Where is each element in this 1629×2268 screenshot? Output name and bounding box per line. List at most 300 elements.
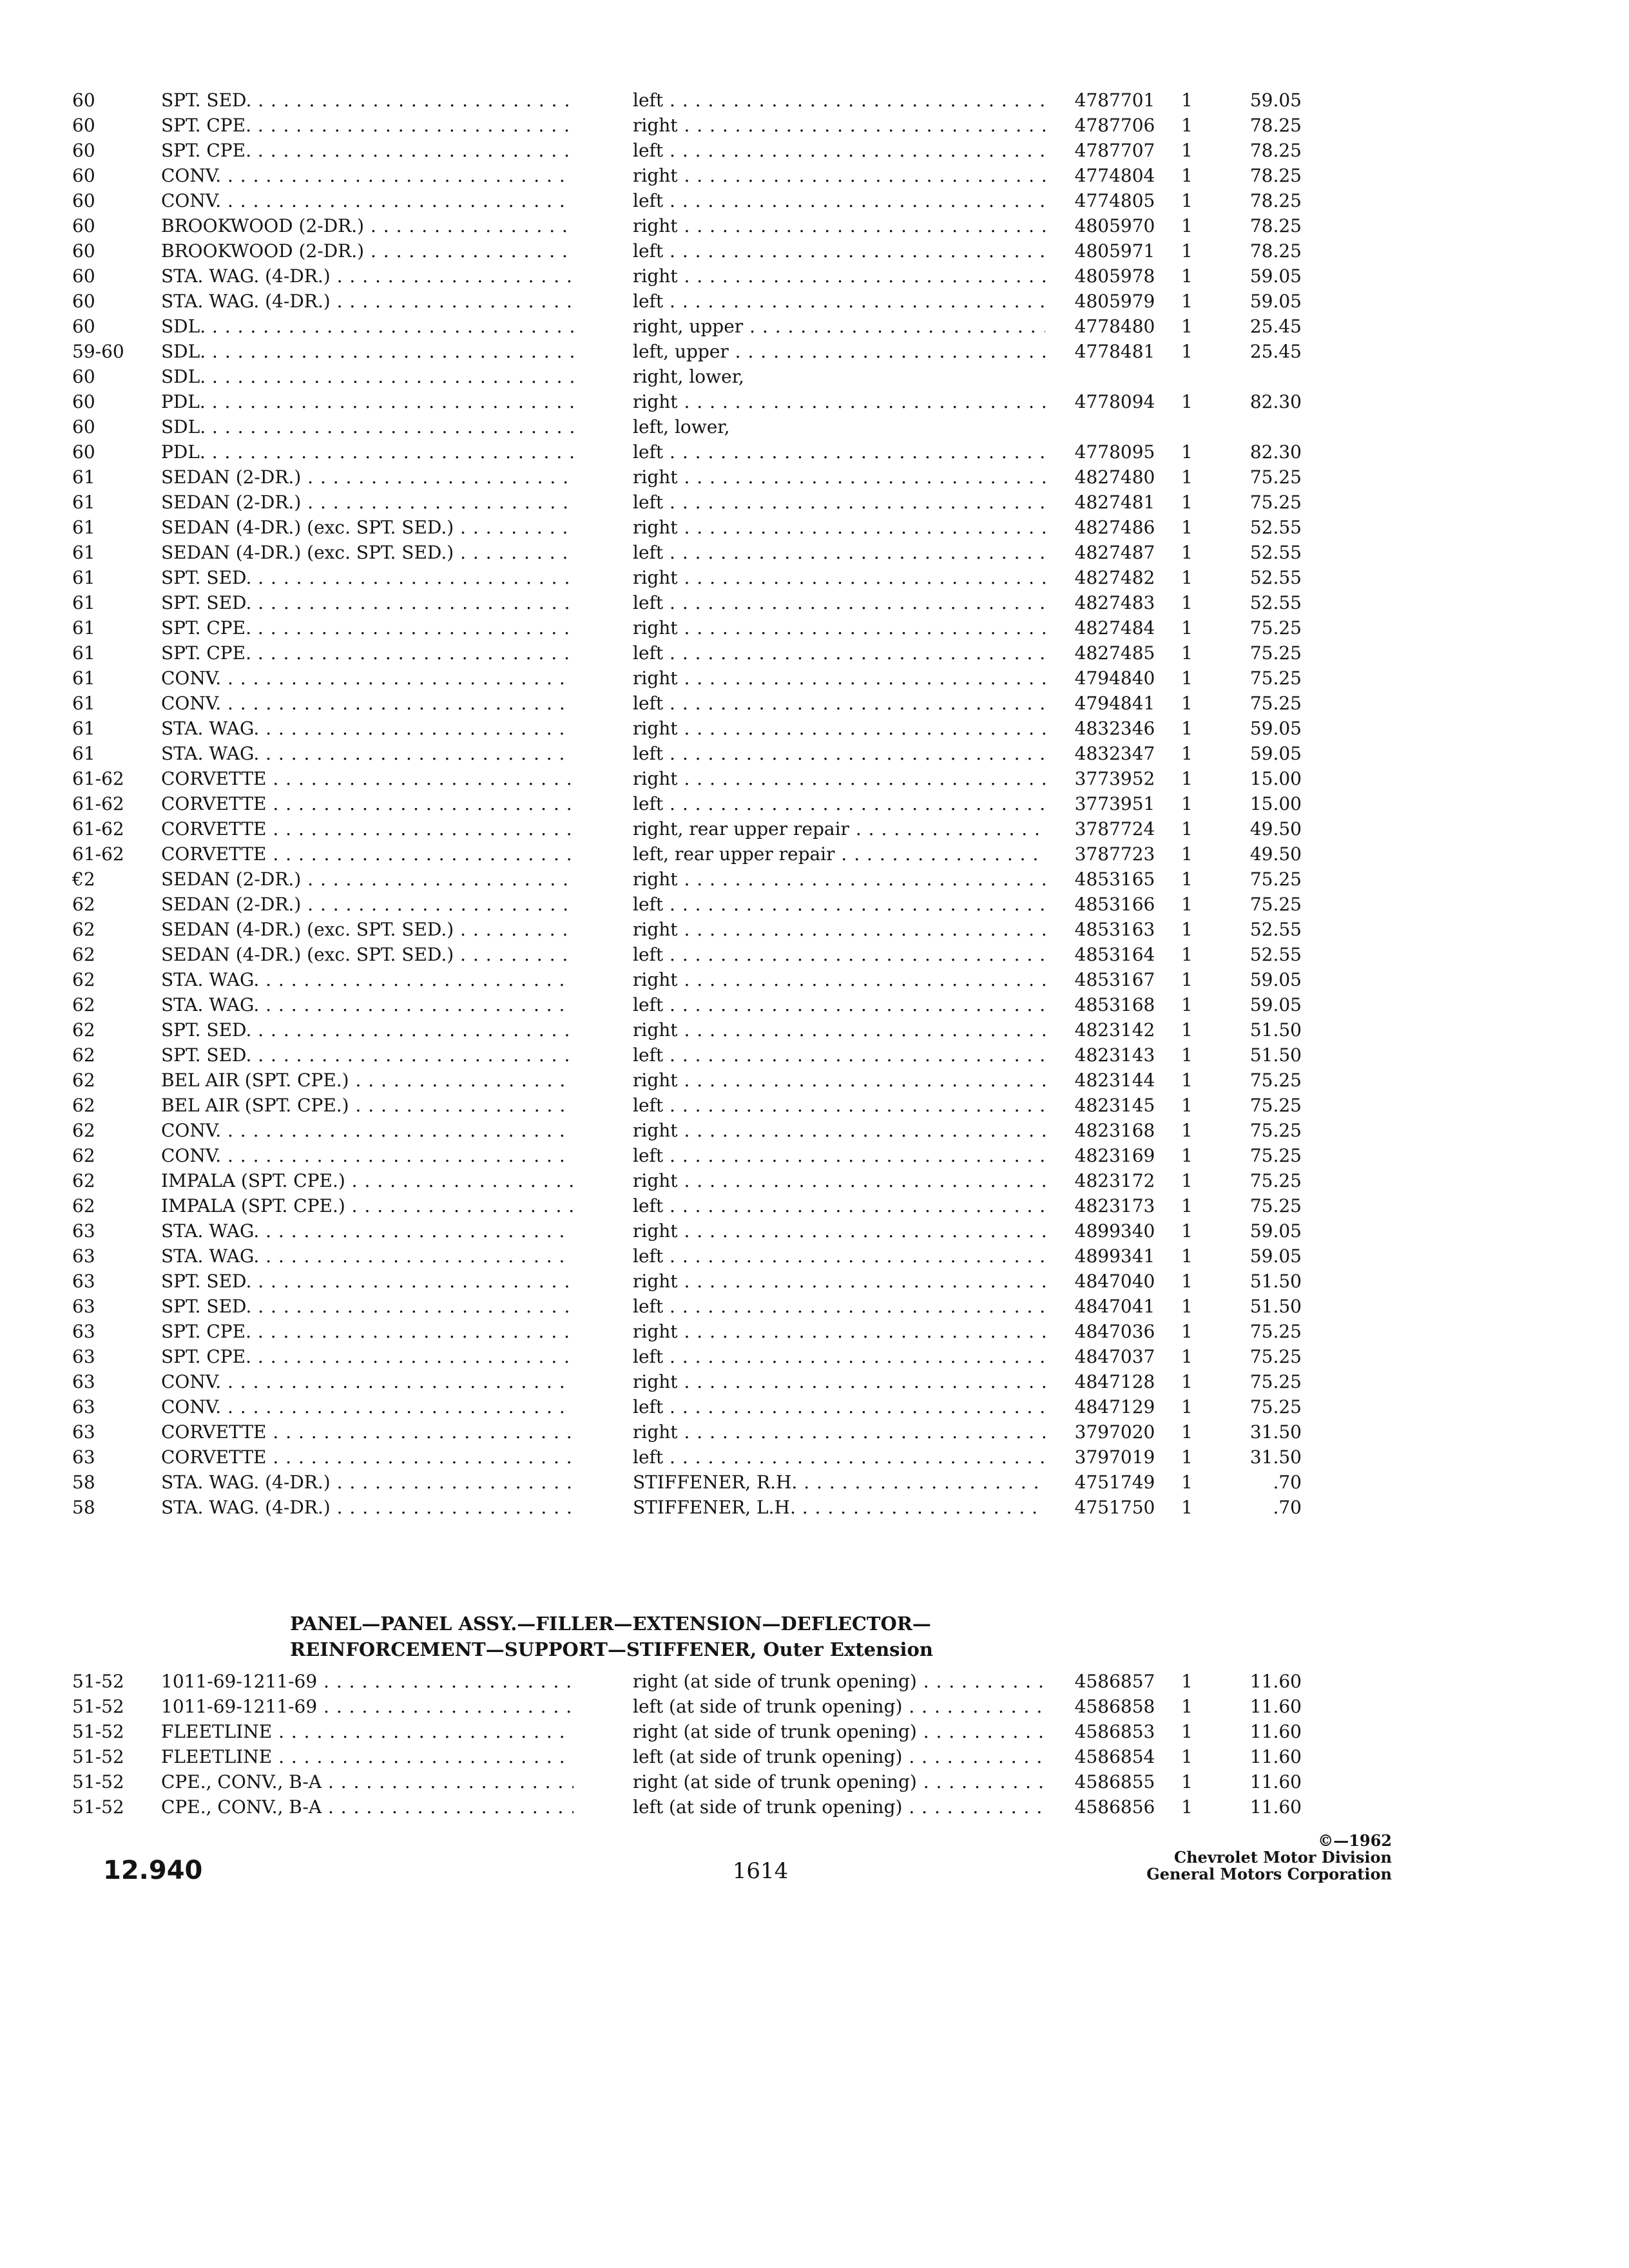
part-number: 4778480: [1074, 316, 1155, 337]
model-year: 62: [72, 1170, 95, 1191]
quantity: 1: [1181, 215, 1193, 236]
model-year: 61: [72, 743, 95, 764]
part-row: [0, 1118, 1629, 1144]
part-number: 4823143: [1074, 1044, 1155, 1066]
part-row: [0, 1093, 1629, 1119]
part-number: 4853165: [1074, 869, 1155, 890]
quantity: 1: [1181, 1746, 1193, 1767]
part-description: left . . .: [633, 1294, 1045, 1320]
model-year: 61-62: [72, 793, 124, 814]
list-price: 51.50: [1249, 1044, 1302, 1066]
model-year: 60: [72, 366, 95, 387]
list-price: .70: [1273, 1472, 1302, 1493]
model-year: 63: [72, 1245, 95, 1267]
part-number: 4586858: [1074, 1696, 1155, 1717]
part-description: left . . .: [633, 1093, 1045, 1119]
list-price: 31.50: [1249, 1421, 1302, 1443]
model-name: CONV. . . .: [161, 1118, 574, 1144]
model-year: 60: [72, 316, 95, 337]
part-row: [0, 867, 1629, 892]
model-name: SPT. CPE. . . .: [161, 640, 574, 666]
page-number: 1614: [732, 1858, 789, 1884]
corporation-name: General Motors Corporation: [1146, 1865, 1392, 1883]
model-year: 61: [72, 642, 95, 664]
part-number: 4805970: [1074, 215, 1155, 236]
part-row: [0, 1744, 1629, 1770]
part-description: right . . .: [633, 565, 1045, 591]
quantity: 1: [1181, 1696, 1193, 1717]
part-number: 4794841: [1074, 693, 1155, 714]
part-row: [0, 841, 1629, 867]
part-row: [0, 1470, 1629, 1495]
part-description: left, lower,: [633, 416, 730, 437]
model-year: 61: [72, 466, 95, 488]
list-price: 78.25: [1249, 140, 1302, 161]
model-year: 62: [72, 1044, 95, 1066]
part-number: 4778095: [1074, 441, 1155, 463]
list-price: .70: [1273, 1497, 1302, 1518]
part-row: [0, 389, 1629, 415]
part-row: [0, 791, 1629, 817]
list-price: 75.25: [1249, 1070, 1302, 1091]
quantity: 1: [1181, 1796, 1193, 1818]
model-year: 61: [72, 542, 95, 563]
part-description: right . . .: [633, 163, 1045, 189]
part-description: left . . .: [633, 741, 1045, 767]
model-name: CONV. . . .: [161, 1369, 574, 1395]
model-name: BROOKWOOD (2-DR.) . . .: [161, 238, 574, 264]
model-name: SDL. . . .: [161, 414, 574, 440]
part-number: 4787706: [1074, 115, 1155, 136]
model-year: 51-52: [72, 1696, 124, 1717]
model-name: 1011-69-1211-69 . . .: [161, 1669, 574, 1695]
quantity: 1: [1181, 894, 1193, 915]
quantity: 1: [1181, 718, 1193, 739]
part-row: [0, 88, 1629, 113]
part-description: right . . .: [633, 867, 1045, 892]
section-heading: [290, 1611, 1128, 1662]
part-description: left . . .: [633, 590, 1045, 616]
model-name: SEDAN (4-DR.) (exc. SPT. SED.) . . .: [161, 515, 574, 541]
part-number: 4805978: [1074, 265, 1155, 287]
part-number: 4827483: [1074, 592, 1155, 613]
part-row: [0, 615, 1629, 641]
list-price: 52.55: [1249, 517, 1302, 538]
list-price: 51.50: [1249, 1271, 1302, 1292]
part-row: [0, 540, 1629, 566]
model-name: STA. WAG. . . .: [161, 992, 574, 1018]
model-name: BEL AIR (SPT. CPE.) . . .: [161, 1093, 574, 1119]
model-name: STA. WAG. . . .: [161, 1244, 574, 1269]
part-row: [0, 640, 1629, 666]
model-year: 51-52: [72, 1771, 124, 1792]
list-price: 75.25: [1249, 1396, 1302, 1418]
list-price: 75.25: [1249, 1321, 1302, 1342]
model-name: CONV. . . .: [161, 1143, 574, 1169]
quantity: 1: [1181, 1371, 1193, 1392]
model-name: BEL AIR (SPT. CPE.) . . .: [161, 1068, 574, 1093]
quantity: 1: [1181, 843, 1193, 865]
part-number: 4778094: [1074, 391, 1155, 412]
part-description: right, upper . . .: [633, 314, 1045, 340]
model-name: SPT. CPE. . . .: [161, 1344, 574, 1370]
part-number: 4774804: [1074, 165, 1155, 186]
part-description: left . . .: [633, 540, 1045, 566]
list-price: 75.25: [1249, 894, 1302, 915]
quantity: 1: [1181, 316, 1193, 337]
part-description: right, rear upper repair . . .: [633, 816, 1045, 842]
part-description: left . . .: [633, 640, 1045, 666]
quantity: 1: [1181, 1271, 1193, 1292]
part-description: left . . .: [633, 188, 1045, 214]
list-price: 75.25: [1249, 869, 1302, 890]
model-year: 51-52: [72, 1796, 124, 1818]
quantity: 1: [1181, 567, 1193, 588]
list-price: 59.05: [1249, 1245, 1302, 1267]
part-row: [0, 364, 1629, 390]
quantity: 1: [1181, 1145, 1193, 1166]
quantity: 1: [1181, 1671, 1193, 1692]
model-name: SEDAN (4-DR.) (exc. SPT. SED.) . . .: [161, 540, 574, 566]
quantity: 1: [1181, 341, 1193, 362]
part-number: 4586856: [1074, 1796, 1155, 1818]
model-name: SPT. CPE. . . .: [161, 113, 574, 139]
quantity: 1: [1181, 1721, 1193, 1742]
part-description: left (at side of trunk opening) . . .: [633, 1744, 1045, 1770]
part-number: 4823169: [1074, 1145, 1155, 1166]
part-row: [0, 1694, 1629, 1720]
model-year: 62: [72, 1019, 95, 1041]
part-number: 4751749: [1074, 1472, 1155, 1493]
publisher-credit: [1044, 1832, 1392, 1883]
model-name: STA. WAG. . . .: [161, 1218, 574, 1244]
part-row: [0, 414, 1629, 440]
model-name: STA. WAG. (4-DR.) . . .: [161, 289, 574, 314]
part-row: [0, 1794, 1629, 1820]
model-year: 60: [72, 265, 95, 287]
model-year: 62: [72, 1070, 95, 1091]
model-name: CONV. . . .: [161, 188, 574, 214]
quantity: 1: [1181, 1070, 1193, 1091]
quantity: 1: [1181, 517, 1193, 538]
model-name: FLEETLINE . . .: [161, 1719, 574, 1745]
part-description: right . . .: [633, 1269, 1045, 1294]
part-row: [0, 163, 1629, 189]
quantity: 1: [1181, 1321, 1193, 1342]
list-price: 11.60: [1249, 1721, 1302, 1742]
list-price: 11.60: [1249, 1696, 1302, 1717]
model-year: 61: [72, 567, 95, 588]
model-name: SPT. SED. . . .: [161, 590, 574, 616]
part-row: [0, 289, 1629, 314]
part-row: [0, 339, 1629, 365]
model-year: 63: [72, 1321, 95, 1342]
part-description: left . . .: [633, 490, 1045, 515]
model-name: SPT. CPE. . . .: [161, 138, 574, 164]
part-description: left . . .: [633, 992, 1045, 1018]
part-row: [0, 816, 1629, 842]
list-price: 52.55: [1249, 919, 1302, 940]
part-description: right . . .: [633, 615, 1045, 641]
list-price: 78.25: [1249, 215, 1302, 236]
part-row: [0, 716, 1629, 742]
model-name: STA. WAG. (4-DR.) . . .: [161, 1495, 574, 1521]
part-description: STIFFENER, R.H. . . .: [633, 1470, 1045, 1495]
model-year: 63: [72, 1446, 95, 1468]
list-price: 59.05: [1249, 291, 1302, 312]
part-row: [0, 490, 1629, 515]
model-year: 60: [72, 215, 95, 236]
part-description: right . . .: [633, 666, 1045, 691]
list-price: 52.55: [1249, 592, 1302, 613]
part-number: 4847037: [1074, 1346, 1155, 1367]
quantity: 1: [1181, 1421, 1193, 1443]
part-row: [0, 917, 1629, 943]
list-price: 75.25: [1249, 492, 1302, 513]
part-number: 4827481: [1074, 492, 1155, 513]
part-row: [0, 1445, 1629, 1470]
quantity: 1: [1181, 140, 1193, 161]
model-name: CONV. . . .: [161, 1394, 574, 1420]
model-year: 62: [72, 1120, 95, 1141]
list-price: 59.05: [1249, 265, 1302, 287]
part-number: 4778481: [1074, 341, 1155, 362]
model-name: STA. WAG. . . .: [161, 716, 574, 742]
model-year: 60: [72, 391, 95, 412]
part-description: left, rear upper repair . . .: [633, 841, 1045, 867]
part-row: [0, 264, 1629, 289]
part-description: left . . .: [633, 691, 1045, 716]
model-name: SPT. SED. . . .: [161, 1269, 574, 1294]
model-year: 60: [72, 416, 95, 437]
model-year: 60: [72, 291, 95, 312]
model-name: CORVETTE . . .: [161, 766, 574, 792]
part-row: [0, 1043, 1629, 1068]
quantity: 1: [1181, 793, 1193, 814]
quantity: 1: [1181, 492, 1193, 513]
model-name: FLEETLINE . . .: [161, 1744, 574, 1770]
model-year: 63: [72, 1396, 95, 1418]
quantity: 1: [1181, 768, 1193, 789]
part-row: [0, 992, 1629, 1018]
list-price: 31.50: [1249, 1446, 1302, 1468]
list-price: 11.60: [1249, 1771, 1302, 1792]
part-row: [0, 1168, 1629, 1194]
list-price: 49.50: [1249, 843, 1302, 865]
quantity: 1: [1181, 969, 1193, 990]
list-price: 78.25: [1249, 240, 1302, 262]
part-row: [0, 238, 1629, 264]
model-year: 62: [72, 994, 95, 1015]
part-description: left . . .: [633, 1445, 1045, 1470]
part-row: [0, 439, 1629, 465]
model-year: 60: [72, 140, 95, 161]
part-row: [0, 1143, 1629, 1169]
model-year: 51-52: [72, 1721, 124, 1742]
part-row: [0, 1068, 1629, 1093]
part-number: 4823168: [1074, 1120, 1155, 1141]
part-row: [0, 1369, 1629, 1395]
quantity: 1: [1181, 592, 1193, 613]
part-description: STIFFENER, L.H. . . .: [633, 1495, 1045, 1521]
quantity: 1: [1181, 642, 1193, 664]
part-description: right . . .: [633, 113, 1045, 139]
part-description: left . . .: [633, 1344, 1045, 1370]
part-number: 4586854: [1074, 1746, 1155, 1767]
part-number: 4832347: [1074, 743, 1155, 764]
part-number: 4847036: [1074, 1321, 1155, 1342]
model-name: PDL. . . .: [161, 389, 574, 415]
quantity: 1: [1181, 466, 1193, 488]
model-name: CORVETTE . . .: [161, 791, 574, 817]
quantity: 1: [1181, 1095, 1193, 1116]
model-year: 61-62: [72, 768, 124, 789]
model-name: CPE., CONV., B-A . . .: [161, 1794, 574, 1820]
list-price: 75.25: [1249, 1170, 1302, 1191]
list-price: 78.25: [1249, 115, 1302, 136]
part-number: 4823173: [1074, 1195, 1155, 1216]
model-year: 59-60: [72, 341, 124, 362]
part-row: [0, 1193, 1629, 1219]
model-name: SPT. SED. . . .: [161, 1294, 574, 1320]
part-number: 4847040: [1074, 1271, 1155, 1292]
model-name: SEDAN (2-DR.) . . .: [161, 867, 574, 892]
part-number: 4805971: [1074, 240, 1155, 262]
model-name: SPT. SED. . . .: [161, 1043, 574, 1068]
model-name: 1011-69-1211-69 . . .: [161, 1694, 574, 1720]
model-name: SPT. CPE. . . .: [161, 615, 574, 641]
list-price: 82.30: [1249, 391, 1302, 412]
list-price: 75.25: [1249, 1195, 1302, 1216]
list-price: 52.55: [1249, 944, 1302, 965]
list-price: 59.05: [1249, 718, 1302, 739]
model-year: 62: [72, 1095, 95, 1116]
model-name: SPT. CPE. . . .: [161, 1319, 574, 1345]
parts-list-outer-extension: [0, 1669, 1629, 1836]
part-number: 4774805: [1074, 190, 1155, 211]
part-description: right . . .: [633, 917, 1045, 943]
part-row: [0, 1419, 1629, 1445]
quantity: 1: [1181, 1396, 1193, 1418]
model-name: CPE., CONV., B-A . . .: [161, 1769, 574, 1795]
quantity: 1: [1181, 115, 1193, 136]
model-year: 60: [72, 165, 95, 186]
quantity: 1: [1181, 1044, 1193, 1066]
list-price: 52.55: [1249, 567, 1302, 588]
part-row: [0, 892, 1629, 918]
model-name: SDL. . . .: [161, 364, 574, 390]
list-price: 15.00: [1249, 793, 1302, 814]
list-price: 75.25: [1249, 466, 1302, 488]
part-description: left, upper . . .: [633, 339, 1045, 365]
model-name: SDL. . . .: [161, 339, 574, 365]
part-description: right . . .: [633, 1068, 1045, 1093]
model-name: SDL. . . .: [161, 314, 574, 340]
part-row: [0, 967, 1629, 993]
model-name: SEDAN (2-DR.) . . .: [161, 490, 574, 515]
part-number: 4827482: [1074, 567, 1155, 588]
list-price: 15.00: [1249, 768, 1302, 789]
part-number: 3797019: [1074, 1446, 1155, 1468]
part-row: [0, 741, 1629, 767]
part-number: 4853166: [1074, 894, 1155, 915]
part-number: 4827485: [1074, 642, 1155, 664]
part-number: 4794840: [1074, 668, 1155, 689]
model-year: 58: [72, 1472, 95, 1493]
part-number: 4899341: [1074, 1245, 1155, 1267]
model-year: 63: [72, 1220, 95, 1242]
part-number: 3787724: [1074, 818, 1155, 840]
part-row: [0, 1719, 1629, 1745]
part-row: [0, 1017, 1629, 1043]
model-year: 58: [72, 1497, 95, 1518]
part-row: [0, 1769, 1629, 1795]
part-number: 4805979: [1074, 291, 1155, 312]
list-price: 52.55: [1249, 542, 1302, 563]
part-description: right . . .: [633, 389, 1045, 415]
quantity: 1: [1181, 1346, 1193, 1367]
list-price: 59.05: [1249, 969, 1302, 990]
model-name: STA. WAG. (4-DR.) . . .: [161, 264, 574, 289]
part-number: 4823172: [1074, 1170, 1155, 1191]
part-number: 4787707: [1074, 140, 1155, 161]
model-year: 61-62: [72, 818, 124, 840]
model-year: 63: [72, 1371, 95, 1392]
model-name: SEDAN (4-DR.) (exc. SPT. SED.) . . .: [161, 917, 574, 943]
model-year: 61: [72, 517, 95, 538]
model-year: 61: [72, 492, 95, 513]
part-number: 4827486: [1074, 517, 1155, 538]
model-name: CORVETTE . . .: [161, 841, 574, 867]
quantity: 1: [1181, 441, 1193, 463]
model-name: CONV. . . .: [161, 666, 574, 691]
quantity: 1: [1181, 1170, 1193, 1191]
part-row: [0, 113, 1629, 139]
quantity: 1: [1181, 1019, 1193, 1041]
model-name: SEDAN (2-DR.) . . .: [161, 892, 574, 918]
model-name: SEDAN (2-DR.) . . .: [161, 465, 574, 490]
part-number: 4853167: [1074, 969, 1155, 990]
section-heading-line-2: REINFORCEMENT—SUPPORT—STIFFENER, Outer Extension: [290, 1639, 933, 1660]
part-description: left . . .: [633, 1394, 1045, 1420]
part-row: [0, 138, 1629, 164]
quantity: 1: [1181, 743, 1193, 764]
model-name: IMPALA (SPT. CPE.) . . .: [161, 1193, 574, 1219]
model-year: 61: [72, 693, 95, 714]
quantity: 1: [1181, 1446, 1193, 1468]
part-row: [0, 666, 1629, 691]
part-number: 4847129: [1074, 1396, 1155, 1418]
part-description: left . . .: [633, 238, 1045, 264]
section-heading-line-1: PANEL—PANEL ASSY.—FILLER—EXTENSION—DEFLECTOR—: [290, 1613, 931, 1635]
quantity: 1: [1181, 1195, 1193, 1216]
model-name: SPT. SED. . . .: [161, 565, 574, 591]
quantity: 1: [1181, 391, 1193, 412]
model-year: 60: [72, 240, 95, 262]
part-number: 4827480: [1074, 466, 1155, 488]
section-number: 12.940: [103, 1856, 203, 1885]
part-number: 4827487: [1074, 542, 1155, 563]
part-description: right . . .: [633, 515, 1045, 541]
list-price: 59.05: [1249, 1220, 1302, 1242]
quantity: 1: [1181, 90, 1193, 111]
quantity: 1: [1181, 1296, 1193, 1317]
part-description: right . . .: [633, 1319, 1045, 1345]
quantity: 1: [1181, 668, 1193, 689]
part-description: right . . .: [633, 1017, 1045, 1043]
model-year: 63: [72, 1346, 95, 1367]
part-description: left . . .: [633, 88, 1045, 113]
